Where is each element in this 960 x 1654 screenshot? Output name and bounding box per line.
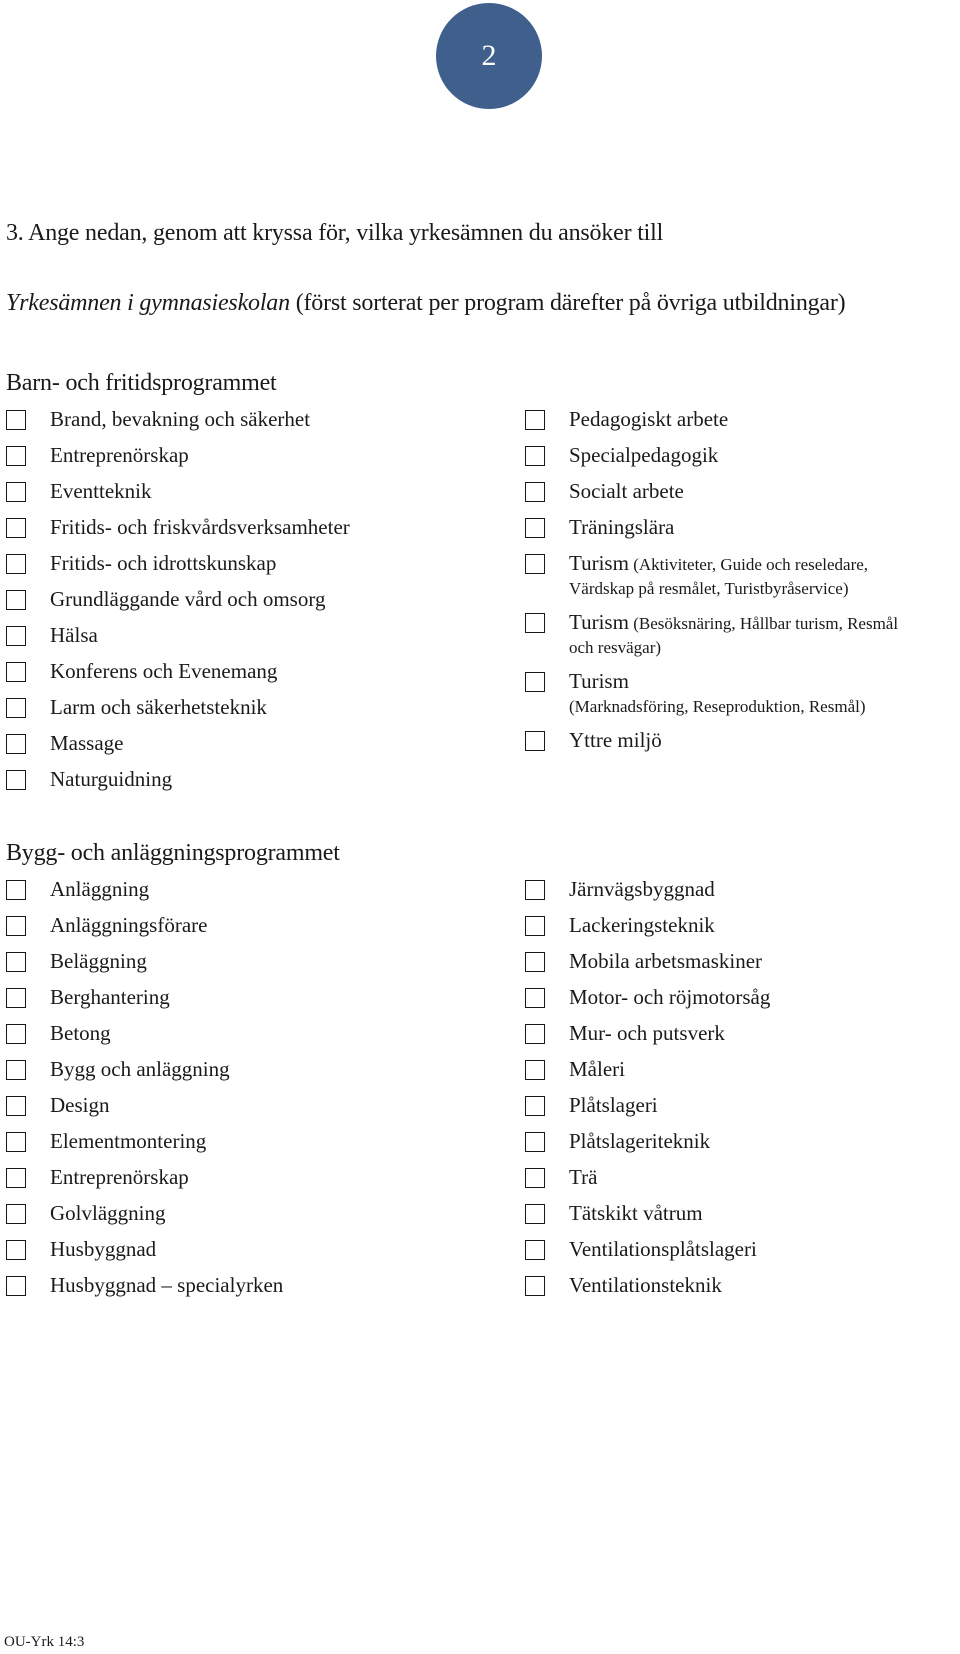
- checkbox-label: Husbyggnad: [50, 1237, 157, 1261]
- checkbox-label: [569, 442, 718, 468]
- checkbox-label-detail: (Aktiviteter, Guide och reseledare,: [628, 555, 869, 574]
- checkbox[interactable]: [525, 672, 545, 692]
- checkbox[interactable]: [6, 916, 26, 936]
- checkbox-label-main: Järnvägsbyggnad: [569, 877, 715, 901]
- checkbox-label: [569, 1164, 597, 1190]
- checkbox[interactable]: [525, 554, 545, 574]
- checkbox[interactable]: [525, 1168, 545, 1188]
- checkbox-label: Design: [50, 1093, 110, 1117]
- page-number: 2: [481, 39, 497, 72]
- checkbox[interactable]: [6, 698, 26, 718]
- checkbox[interactable]: [6, 518, 26, 538]
- checkbox-label-main: Turism: [569, 669, 629, 693]
- checkbox[interactable]: [6, 1096, 26, 1116]
- checkbox[interactable]: [6, 446, 26, 466]
- checkbox[interactable]: [525, 731, 545, 751]
- checkbox-label: [569, 478, 684, 504]
- checkbox-label-detail-line2: (Marknadsföring, Reseproduktion, Resmål): [569, 697, 866, 716]
- checkbox-label: Elementmontering: [50, 1129, 207, 1153]
- form-code-footer: OU-Yrk 14:3: [4, 1634, 85, 1650]
- checkbox-label: Bygg och anläggning: [50, 1057, 230, 1081]
- checkbox-label-main: Mobila arbetsmaskiner: [569, 949, 763, 973]
- checkbox[interactable]: [525, 1240, 545, 1260]
- checkbox[interactable]: [525, 410, 545, 430]
- checkbox-label: [569, 668, 629, 694]
- checkbox-label: Massage: [50, 731, 124, 755]
- checkbox-label-main: Ventilationsteknik: [569, 1273, 722, 1297]
- question-heading: 3. Ange nedan, genom att kryssa för, vilka yrkesämnen du ansöker till: [6, 220, 664, 246]
- checkbox-label: [569, 609, 898, 637]
- checkbox[interactable]: [6, 482, 26, 502]
- checkbox[interactable]: [6, 1132, 26, 1152]
- checkbox[interactable]: [525, 482, 545, 502]
- checkbox-label-detail: (Besöksnäring, Hållbar turism, Resmål: [628, 614, 899, 633]
- checkbox[interactable]: [6, 626, 26, 646]
- checkbox-label-main: Lackeringsteknik: [569, 913, 715, 937]
- checkbox-label-main: Tätskikt våtrum: [569, 1201, 703, 1225]
- checkbox[interactable]: [6, 410, 26, 430]
- page-number-badge: [436, 3, 542, 109]
- checkbox[interactable]: [525, 916, 545, 936]
- checkbox-label: Eventteknik: [50, 479, 152, 503]
- subtitle-italic: Yrkesämnen i gymnasieskolan: [6, 290, 290, 316]
- checkbox[interactable]: [6, 880, 26, 900]
- checkbox-label-main: Socialt arbete: [569, 479, 684, 503]
- checkbox[interactable]: [525, 446, 545, 466]
- checkbox-label: [569, 1272, 722, 1298]
- checkbox[interactable]: [525, 988, 545, 1008]
- checkbox-label: Anläggning: [50, 877, 150, 901]
- checkbox-label-main: Yttre miljö: [569, 728, 662, 752]
- checkbox[interactable]: [6, 1276, 26, 1296]
- checkbox-label: Beläggning: [50, 949, 147, 973]
- checkbox-label: Larm och säkerhetsteknik: [50, 695, 267, 719]
- checkbox[interactable]: [6, 554, 26, 574]
- checkbox-label-main: Trä: [569, 1165, 598, 1189]
- checkbox-label-detail-line2: Värdskap på resmålet, Turistbyråservice): [569, 579, 849, 598]
- checkbox-label: [569, 984, 770, 1010]
- checkbox[interactable]: [525, 1024, 545, 1044]
- checkbox[interactable]: [525, 1060, 545, 1080]
- checkbox[interactable]: [6, 734, 26, 754]
- checkbox-label: [569, 948, 762, 974]
- checkbox[interactable]: [525, 952, 545, 972]
- checkbox-label: Golvläggning: [50, 1201, 166, 1225]
- checkbox-label: Anläggningsförare: [50, 913, 208, 937]
- checkbox-label: Konferens och Evenemang: [50, 659, 278, 683]
- checkbox[interactable]: [525, 1276, 545, 1296]
- checkbox-label-main: Turism: [569, 610, 629, 634]
- checkbox-label-main: Plåtslageriteknik: [569, 1129, 711, 1153]
- section-title-bygg-anlaggning: Bygg- och anläggningsprogrammet: [6, 840, 340, 866]
- checkbox-label: [569, 1200, 703, 1226]
- checkbox[interactable]: [525, 880, 545, 900]
- checkbox-label: [569, 1056, 625, 1082]
- checkbox-label: [569, 912, 715, 938]
- checkbox-label: Hälsa: [50, 623, 98, 647]
- checkbox[interactable]: [525, 1204, 545, 1224]
- checkbox-label: [569, 1092, 658, 1118]
- checkbox-label: [569, 1020, 725, 1046]
- checkbox[interactable]: [6, 662, 26, 682]
- checkbox-label-main: Träningslära: [569, 515, 675, 539]
- section-title-barn-fritid: Barn- och fritidsprogrammet: [6, 370, 277, 396]
- checkbox-label: Brand, bevakning och säkerhet: [50, 407, 311, 431]
- checkbox-label: [569, 1236, 757, 1262]
- checkbox-label: [569, 550, 868, 578]
- checkbox-label-detail-line2: och resvägar): [569, 638, 662, 657]
- checkbox-label: [569, 1128, 710, 1154]
- checkbox[interactable]: [6, 952, 26, 972]
- checkbox-label: [569, 876, 715, 902]
- checkbox-label-main: Motor- och röjmotorsåg: [569, 985, 771, 1009]
- checkbox[interactable]: [6, 1168, 26, 1188]
- checkbox-label-main: Pedagogiskt arbete: [569, 407, 729, 431]
- checkbox-label: [569, 406, 728, 432]
- checkbox-label: Entreprenörskap: [50, 443, 189, 467]
- checkbox-label: Fritids- och friskvårdsverksamheter: [50, 515, 350, 539]
- checkbox[interactable]: [6, 1240, 26, 1260]
- subtitle-rest: (först sorterat per program därefter på övriga utbildningar): [289, 290, 846, 316]
- checkbox-label: Husbyggnad – specialyrken: [50, 1273, 284, 1297]
- checkbox-label: [569, 514, 674, 540]
- checkbox[interactable]: [6, 1204, 26, 1224]
- checkbox[interactable]: [525, 518, 545, 538]
- checkbox-label: Grundläggande vård och omsorg: [50, 587, 326, 611]
- checkbox-label: [569, 727, 662, 753]
- checkbox[interactable]: [6, 1060, 26, 1080]
- checkbox[interactable]: [525, 1096, 545, 1116]
- checkbox-label-main: Plåtslageri: [569, 1093, 658, 1117]
- checkbox[interactable]: [6, 770, 26, 790]
- checkbox[interactable]: [525, 1132, 545, 1152]
- checkbox[interactable]: [6, 1024, 26, 1044]
- checkbox-label-main: Mur- och putsverk: [569, 1021, 725, 1045]
- checkbox-label: Entreprenörskap: [50, 1165, 189, 1189]
- checkbox-label-main: Turism: [569, 551, 629, 575]
- checkbox[interactable]: [6, 988, 26, 1008]
- checkbox-label-main: Ventilationsplåtslageri: [569, 1237, 757, 1261]
- checkbox-label: Berghantering: [50, 985, 170, 1009]
- checkbox[interactable]: [6, 590, 26, 610]
- checkbox-label: Naturguidning: [50, 767, 173, 791]
- checkbox-label: Fritids- och idrottskunskap: [50, 551, 277, 575]
- subtitle: [6, 290, 845, 317]
- checkbox-label-main: Måleri: [569, 1057, 625, 1081]
- checkbox[interactable]: [525, 613, 545, 633]
- checkbox-label-main: Specialpedagogik: [569, 443, 719, 467]
- checkbox-label: Betong: [50, 1021, 111, 1045]
